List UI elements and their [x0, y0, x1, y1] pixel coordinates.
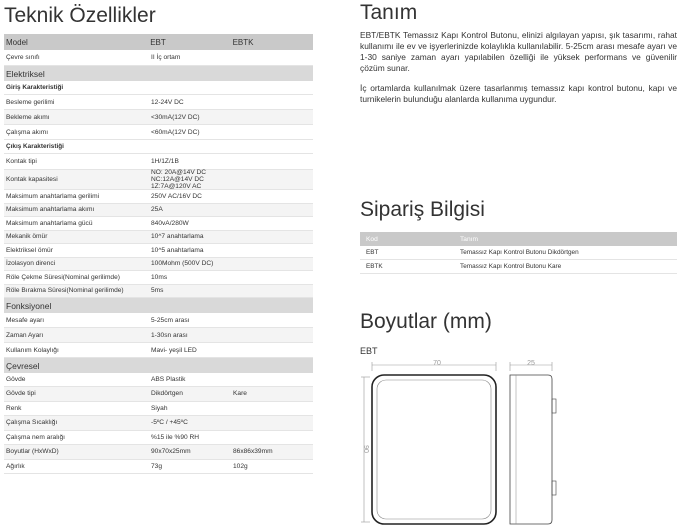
table-row: [4, 373, 313, 387]
row-label: Maksimum anahtarlama gerilimi: [6, 192, 100, 200]
dimension-drawing: [360, 357, 677, 525]
table-row: [4, 271, 313, 285]
table-row: [4, 416, 313, 431]
row-value: ABS Plastik: [151, 376, 186, 383]
subsection-giris: Giriş Karakteristiği: [4, 81, 313, 95]
boyutlar-title: Boyutlar (mm): [360, 310, 492, 333]
section-fonksiyonel: Fonksiyonel: [4, 298, 313, 313]
row-value: 102g: [233, 462, 248, 470]
order-kod: EBTK: [366, 263, 383, 270]
row-value: 25A: [151, 206, 163, 214]
row-value: 73g: [151, 462, 163, 470]
row-label: Çevre sınıfı: [6, 54, 40, 61]
row-label: Renk: [6, 404, 22, 412]
row-value: 5-25cm arası: [151, 316, 190, 324]
header-ebt: EBT: [150, 37, 166, 47]
height-dim-label: 90: [362, 445, 369, 453]
row-value: 10^7 anahtarlama: [151, 233, 204, 241]
subsection-cikis: Çıkış Karakteristiği: [4, 140, 313, 154]
row-value: -5ºC / +45ºC: [151, 419, 188, 427]
spec-header-row: [4, 34, 313, 50]
table-row: [4, 204, 313, 218]
row-value: Mavi- yeşil LED: [151, 346, 197, 354]
row-label: Çalışma Sıcaklığı: [6, 419, 58, 427]
table-row: [4, 154, 313, 170]
row-label: Bekleme akımı: [6, 113, 50, 121]
row-label: Çalışma nem aralığı: [6, 433, 65, 441]
tanim-title: Tanım: [360, 1, 418, 24]
row-label: Röle Çekme Süresi(Nominal gerilimde): [6, 273, 120, 281]
row-value: 10^5 anahtarlama: [151, 246, 204, 254]
row-label: Maksimum anahtarlama akımı: [6, 206, 95, 214]
order-tanim: Temassız Kapı Kontrol Butonu Dikdörtgen: [460, 249, 579, 256]
order-kod: EBT: [366, 249, 379, 256]
table-row: [4, 258, 313, 272]
row-value: 250V AC/16V DC: [151, 192, 202, 200]
row-value: 12-24V DC: [151, 98, 184, 106]
table-row: [4, 231, 313, 245]
row-label: Röle Bırakma Süresi(Nominal gerilimde): [6, 287, 124, 295]
table-row: [4, 445, 313, 460]
spec-table: [4, 34, 313, 474]
row-value: 5ms: [151, 287, 164, 295]
row-label: Mesafe ayarı: [6, 316, 45, 324]
row-value: 100Mohm (500V DC): [151, 260, 214, 268]
row-label: Mekanik ömür: [6, 233, 48, 241]
spec-title: Teknik Özellikler: [4, 4, 156, 27]
row-value: Siyah: [151, 404, 168, 412]
row-label: İzolasyon direnci: [6, 260, 56, 268]
table-row: [4, 110, 313, 125]
table-row: [4, 460, 313, 475]
row-label: Zaman Ayarı: [6, 331, 44, 339]
row-label: Elektriksel ömür: [6, 246, 53, 254]
row-label: Gövde: [6, 376, 26, 383]
row-value: Dikdörtgen: [151, 390, 183, 398]
table-row: [4, 387, 313, 402]
table-row: [4, 431, 313, 446]
table-row: [4, 343, 313, 358]
row-value: 10ms: [151, 273, 168, 281]
row-label: Gövde tipi: [6, 390, 36, 398]
order-header: [360, 232, 677, 246]
order-row: [360, 260, 677, 274]
row-value: 840vA/280W: [151, 219, 189, 227]
row-value: <60mA(12V DC): [151, 128, 200, 136]
table-row: [4, 313, 313, 328]
order-tanim: Temassız Kapı Kontrol Butonu Kare: [460, 263, 562, 270]
row-value: II İç ortam: [151, 54, 181, 61]
header-ebtk: EBTK: [232, 37, 254, 47]
table-row: [4, 170, 313, 190]
row-label: Ağırlık: [6, 462, 25, 470]
row-label: Boyutlar (HxWxD): [6, 448, 59, 456]
row-value: 90x70x25mm: [151, 448, 191, 456]
order-row: [360, 246, 677, 260]
row-value: NO: 20A@14V DC NC:12A@14V DC 1Z:7A@120V AC: [151, 169, 207, 190]
table-row: [4, 285, 313, 299]
depth-dim-label: 25: [527, 360, 535, 367]
order-header-kod: Kod: [366, 235, 378, 243]
tanim-paragraph-2: İç ortamlarda kullanılmak üzere tasarlanmış temassız kapı kontrol butonu, kapı ve turnikelerin bulunduğu alanlarda kullanıma uygundur.: [360, 83, 677, 104]
table-row: [4, 328, 313, 343]
header-model: Model: [6, 37, 28, 47]
width-dim-label: 70: [433, 360, 441, 367]
row-label: Kontak kapasitesi: [6, 176, 58, 183]
table-row: [4, 217, 313, 231]
row-value: Kare: [233, 390, 247, 398]
drawing-label: EBT: [360, 346, 378, 356]
row-value: 1H/1Z/1B: [151, 158, 179, 165]
table-row: [4, 50, 313, 66]
row-label: Kontak tipi: [6, 158, 37, 165]
table-row: [4, 402, 313, 417]
order-table: [360, 232, 677, 274]
row-value: 1-30sn arası: [151, 331, 188, 339]
front-inner-outline: [377, 380, 491, 519]
row-value: 86x86x39mm: [233, 448, 273, 456]
row-value: %15 ile %90 RH: [151, 433, 200, 441]
row-value: <30mA(12V DC): [151, 113, 200, 121]
side-outline: [510, 375, 552, 524]
table-row: [4, 95, 313, 110]
row-label: Maksimum anahtarlama gücü: [6, 219, 93, 227]
row-label: Kullanım Kolaylığı: [6, 346, 59, 354]
table-row: [4, 244, 313, 258]
siparis-title: Sipariş Bilgisi: [360, 198, 485, 221]
section-cevresel: Çevresel: [4, 358, 313, 373]
order-header-tanim: Tanım: [460, 235, 478, 243]
section-elektriksel: Elektriksel: [4, 66, 313, 81]
row-label: Çalışma akımı: [6, 128, 49, 136]
table-row: [4, 190, 313, 204]
table-row: [4, 125, 313, 140]
row-label: Besleme gerilimi: [6, 98, 55, 106]
front-outer-outline: [372, 375, 496, 524]
tanim-text: [360, 30, 677, 114]
tanim-paragraph-1: EBT/EBTK Temassız Kapı Kontrol Butonu, elinizi algılayan yapısı, şık tasarımı, rahat kullanımı ile ev ve işyerlerinizde kolaylıkla kullanılabilir. 5-25cm arası mesafe ayarı ve 1-30 saniye zaman ayarı yapılabilen özelliği ile yüksek performans ve güvenilir çözüm sunar.: [360, 30, 677, 73]
